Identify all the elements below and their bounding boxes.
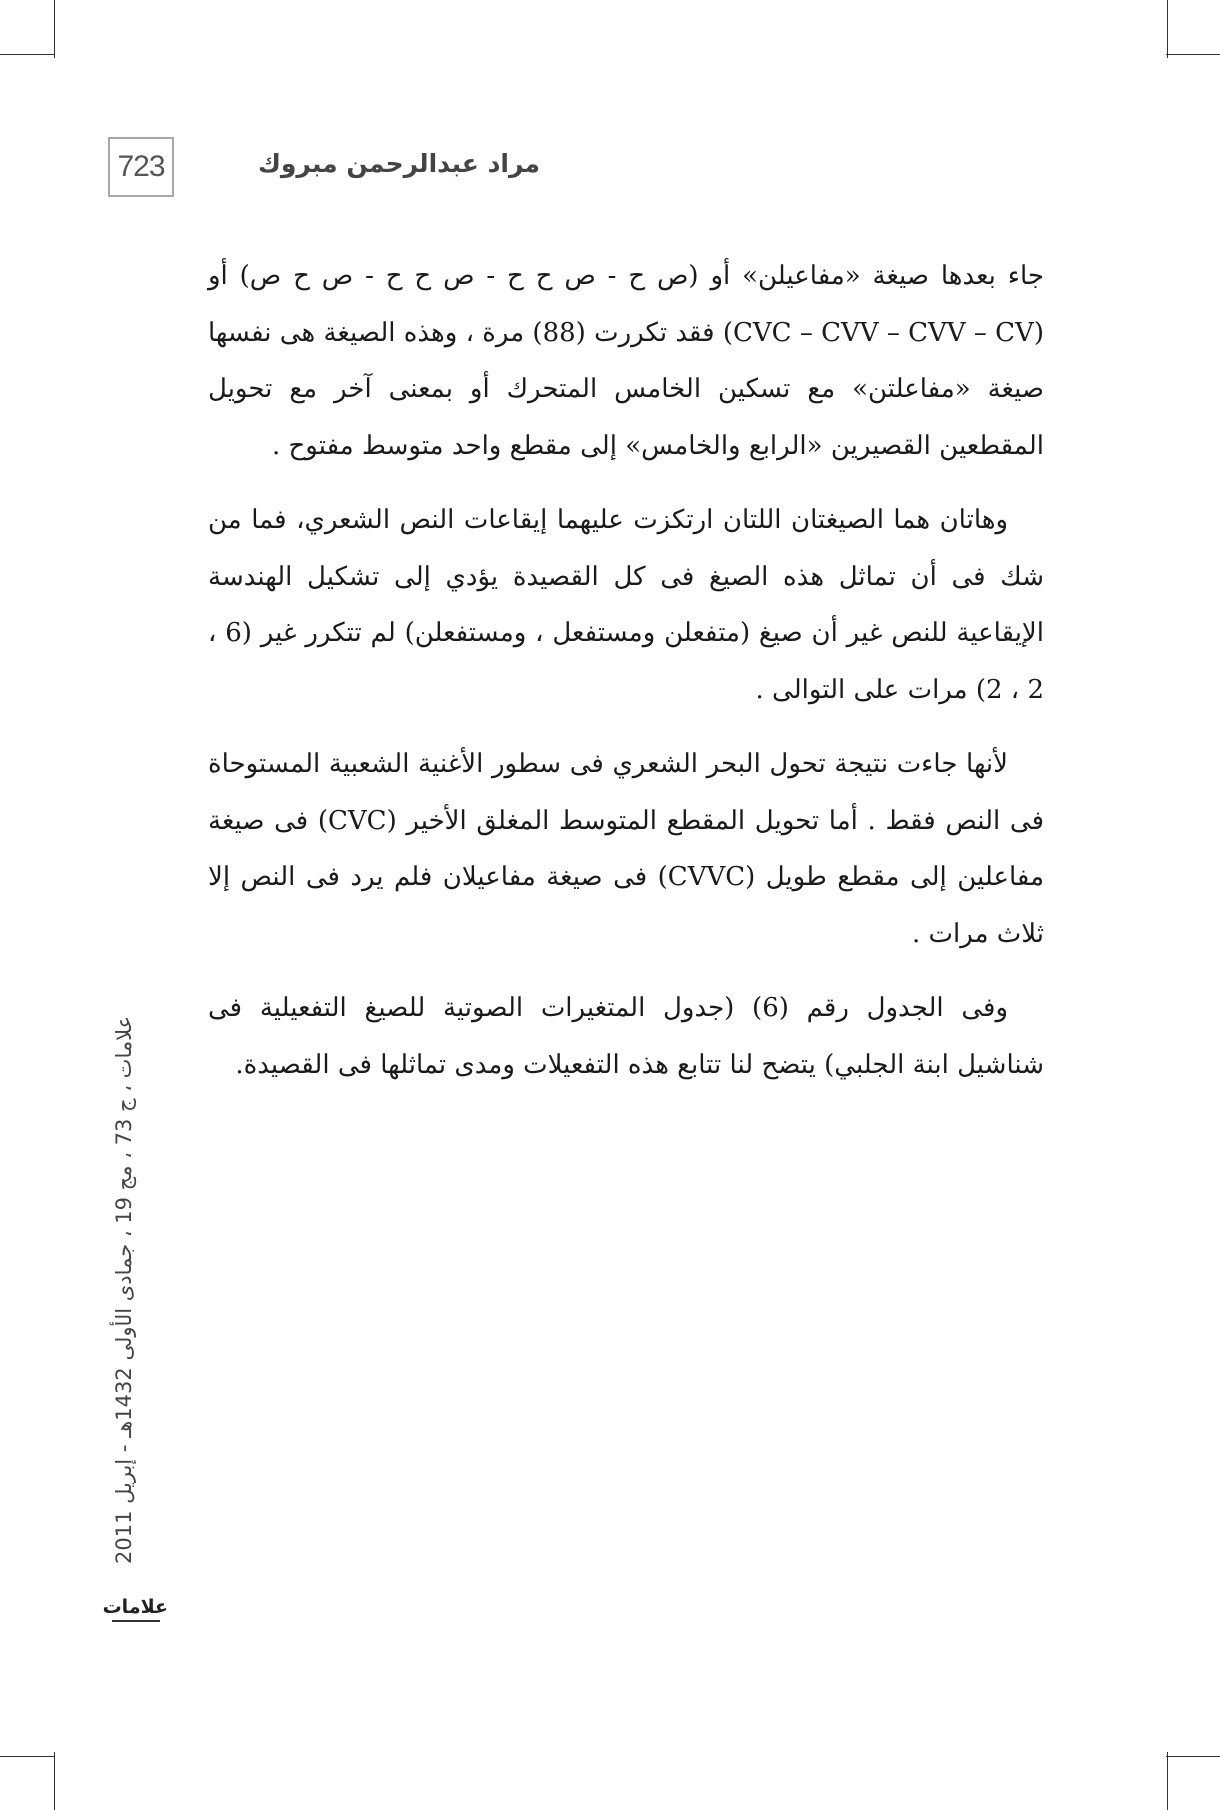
text-line: فى صيغة مفاعلين إلى مقطع طويل (CVVC) فى صيغة مفاعيلان فلم يرد فى	[208, 805, 1044, 892]
crop-mark	[54, 1752, 55, 1810]
text-line: جاء بعدها صيغة «مفاعيلن» أو (ص ح - ص ح ح - ص ح ح - ص ح ص) أو	[208, 261, 1044, 291]
text-line: المقطعين القصيرين «الرابع والخامس» إلى مقطع واحد متوسط مفتوح .	[271, 430, 1044, 461]
journal-citation-text: علامات ، ج 73 ، مج 19 ، جمادى الأولى 1432هـ - إبريل 2011	[112, 1015, 136, 1565]
paragraph	[208, 248, 1044, 474]
author-name: مراد عبدالرحمن مبروك	[257, 149, 540, 178]
paragraph	[208, 980, 1044, 1093]
crop-mark	[54, 0, 55, 58]
page-header	[108, 137, 1040, 201]
logo-underline	[112, 1620, 160, 1622]
text-line: الإيقاعية للنص غير أن صيغ (متفعلن ومستفعل ، ومستفعلن) لم تتكرر غير (6 ،	[208, 618, 1044, 648]
text-line: (CVC – CVV – CVV – CV) فقد تكررت (88) مرة ، وهذه الصيغة هى	[279, 317, 1044, 348]
text-line: 2 ، 2) مرات على التوالى .	[755, 674, 1044, 705]
text-line: وفى الجدول رقم (6) (جدول المتغيرات الصوتية للصيغ التفعيلية	[259, 993, 1009, 1023]
text-line: لأنها جاءت نتيجة تحول البحر الشعري فى سطور الأغنية الشعبية	[328, 749, 1009, 779]
text-line: نفسها صيغة «مفاعلتن» مع تسكين الخامس المتحرك أو بمعنى آخر مع تحويل	[208, 317, 1044, 404]
crop-mark	[0, 1756, 54, 1757]
paragraph	[208, 736, 1044, 962]
text-line: فى شناشيل ابنة الجلبي) يتضح لنا تتابع هذه التفعيلات ومدى تماثلها فى	[208, 993, 1044, 1080]
page-number: 723	[108, 137, 174, 197]
journal-citation	[112, 960, 158, 1620]
crop-mark	[1166, 1756, 1220, 1757]
crop-mark	[0, 54, 54, 55]
paragraph	[208, 492, 1044, 718]
text-line: المستوحاة فى النص فقط . أما تحويل المقطع المتوسط المغلق الأخير (CVC)	[208, 749, 1044, 836]
crop-mark	[1166, 54, 1220, 55]
crop-mark	[1167, 0, 1168, 58]
article-body	[208, 248, 1044, 1111]
text-line: القصيدة.	[235, 1049, 330, 1080]
text-line: فما من شك فى أن تماثل هذه الصيغ فى كل القصيدة يؤدي إلى تشكيل الهندسة	[208, 505, 1044, 592]
text-line: النص إلا ثلاث مرات .	[208, 862, 1044, 949]
text-line: وهاتان هما الصيغتان اللتان ارتكزت عليهما إيقاعات النص الشعري،	[296, 505, 1009, 535]
crop-mark	[1167, 1752, 1168, 1810]
journal-logo: علامات	[102, 1596, 168, 1618]
